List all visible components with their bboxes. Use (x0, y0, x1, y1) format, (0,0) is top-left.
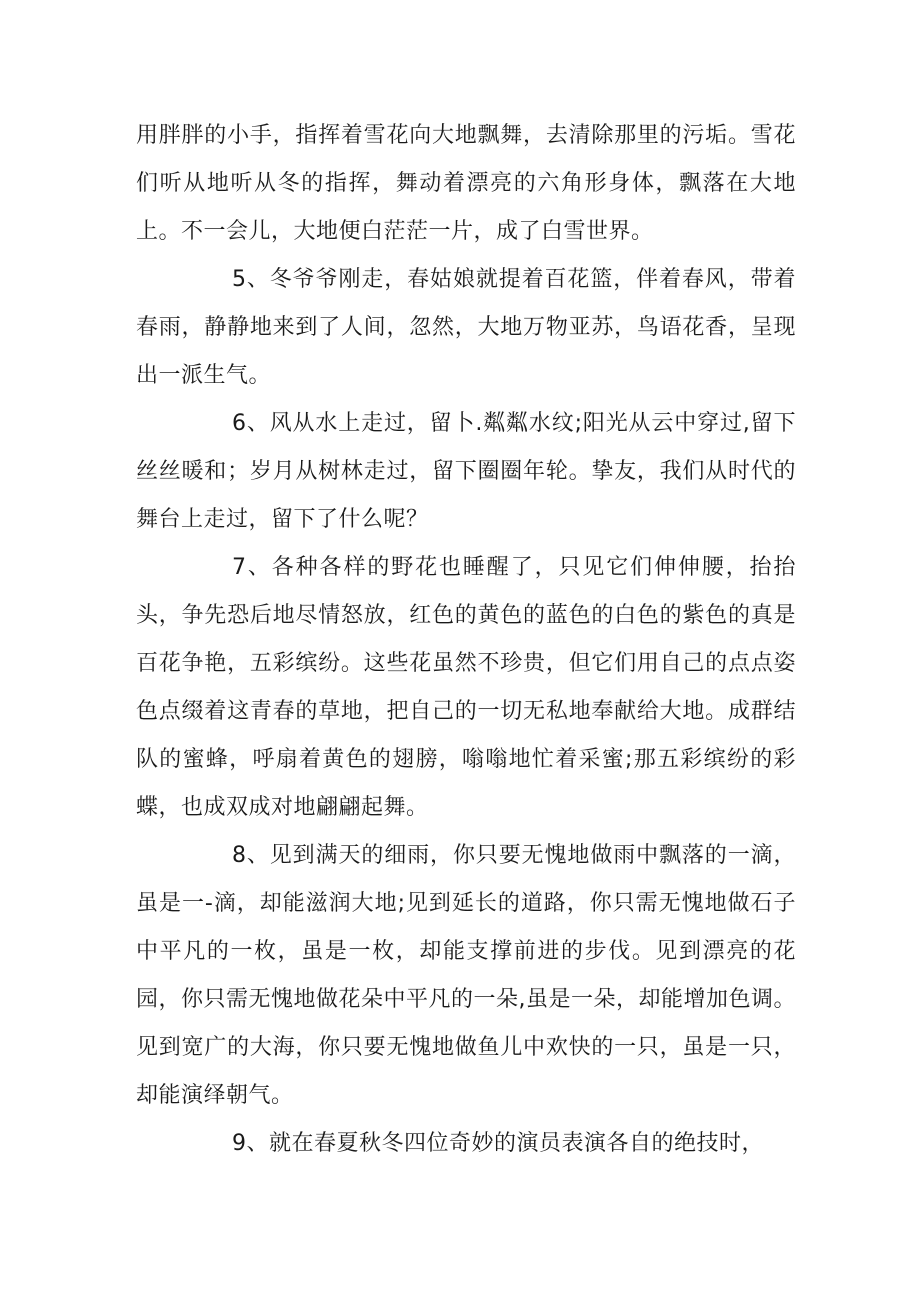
paragraph-item-7: 7、各种各样的野花也睡醒了，只见它们伸伸腰，抬抬头，争先恐后地尽情怒放，红色的黄色的蓝色的白色的紫色的真是百花争艳，五彩缤纷。这些花虽然不珍贵，但它们用自己的点点姿色点缀着这青春的草地，把自己的一切无私地奉献给大地。成群结队的蜜蜂，呼扇着黄色的翅膀，嗡嗡地忙着采蜜;那五彩缤纷的彩蝶，也成双成对地翩翩起舞。 (136, 555, 796, 820)
paragraph-item-5: 5、冬爷爷刚走，春姑娘就提着百花篮，伴着春风，带着春雨，静静地来到了人间，忽然，大地万物亚苏，鸟语花香，呈现出一派生气。 (136, 267, 796, 388)
paragraph-continuation: 用胖胖的小手，指挥着雪花向大地飘舞，去清除那里的污垢。雪花们听从地听从冬的指挥，舞动着漂亮的六角形身体，飘落在大地上。不一会儿，大地便白茫茫一片，成了白雪世界。 (136, 123, 796, 244)
document-body (136, 112, 796, 1168)
paragraph-item-6: 6、风从水上走过，留卜.粼粼水纹;阳光从云中穿过,留下丝丝暖和；岁月从树林走过，留下圈圈年轮。挚友，我们从时代的舞台上走过，留下了什么呢？ (136, 411, 796, 532)
paragraph-item-8: 8、见到满天的细雨，你只要无愧地做雨中飘落的一滴，虽是一-滴，却能滋润大地;见到延长的道路，你只需无愧地做石子中平凡的一枚，虽是一枚，却能支撑前进的步伐。见到漂亮的花园，你只需无愧地做花朵中平凡的一朵,虽是一朵，却能增加色调。见到宽广的大海，你只要无愧地做鱼儿中欢快的一只，虽是一只，却能演绎朝气。 (136, 843, 796, 1108)
paragraph-item-9: 9、就在春夏秋冬四位奇妙的演员表演各自的绝技时， (232, 1131, 764, 1156)
